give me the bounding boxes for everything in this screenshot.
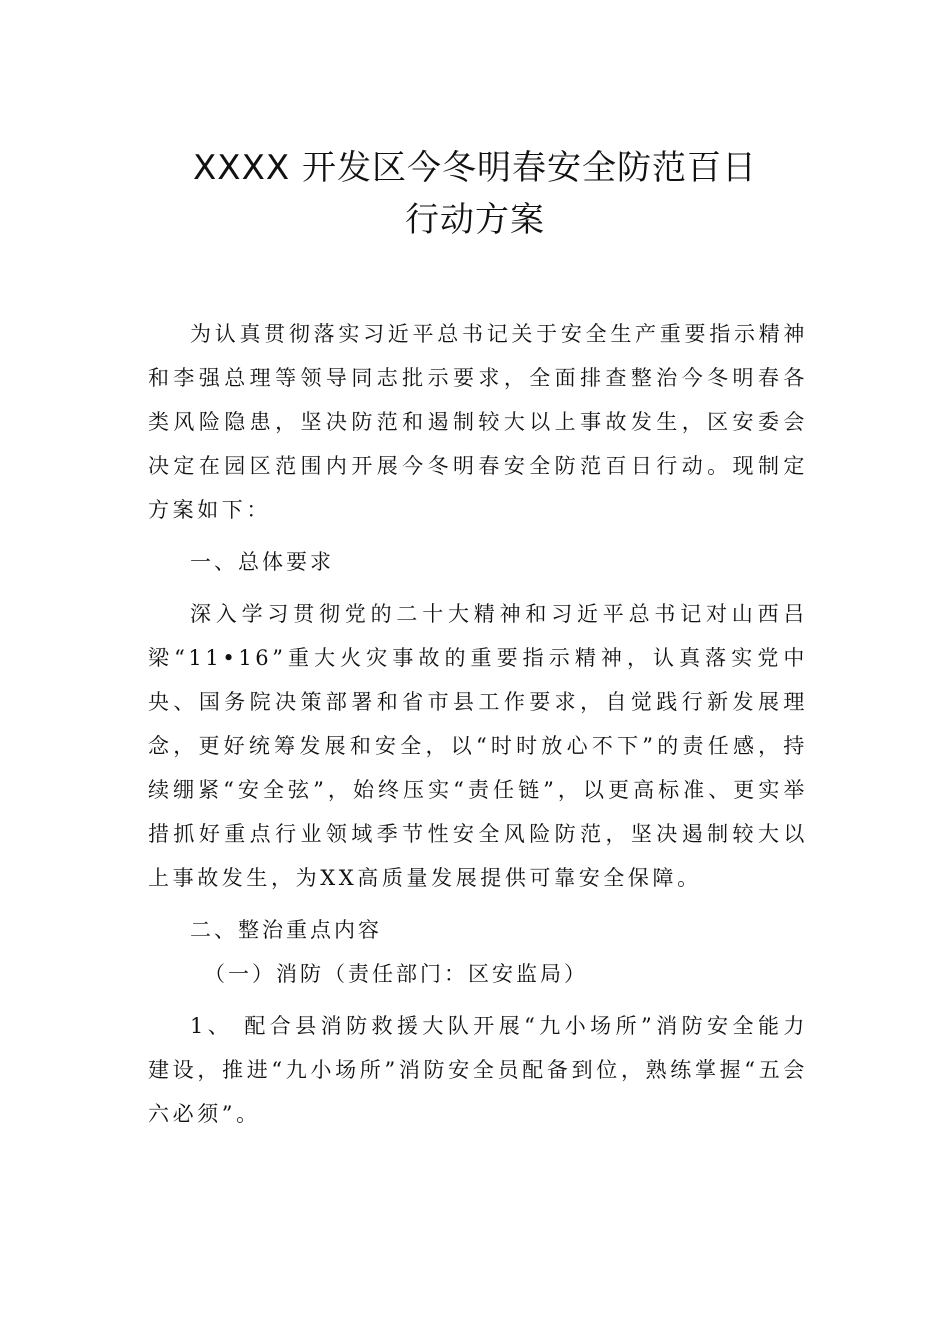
- section-1-paragraph: 深入学习贯彻党的二十大精神和习近平总书记对山西吕梁“11•16”重大火灾事故的重要指示精神，认真落实党中央、国务院决策部署和省市县工作要求，自觉践行新发展理念，更好统筹发展和安全，以“时时放心不下”的责任感，持续绷紧“安全弦”，始终压实“责任链”，以更高标准、更实举措抓好重点行业领域季节性安全风险防范，坚决遏制较大以上事故发生，为XX高质量发展提供可靠安全保障。: [148, 602, 808, 890]
- intro-paragraph: 为认真贯彻落实习近平总书记关于安全生产重要指示精神和李强总理等领导同志批示要求，全面排查整治今冬明春各类风险隐患，坚决防范和遏制较大以上事故发生，区安委会决定在园区范围内开展今冬明春安全防范百日行动。现制定方案如下：: [148, 322, 808, 522]
- subsection-1-heading: （一）消防（责任部门：区安监局）: [204, 962, 588, 986]
- section-1-heading: 一、总体要求: [190, 550, 334, 574]
- document-title-line-1: XXXX 开发区今冬明春安全防范百日: [193, 148, 757, 188]
- item-1-paragraph: 1、 配合县消防救援大队开展“九小场所”消防安全能力建设，推进“九小场所”消防安全员配备到位，熟练掌握“五会六必须”。: [148, 1014, 808, 1126]
- document-title-line-2: 行动方案: [405, 200, 545, 240]
- document-body: [148, 312, 808, 1136]
- section-2-heading: 二、整治重点内容: [190, 918, 382, 942]
